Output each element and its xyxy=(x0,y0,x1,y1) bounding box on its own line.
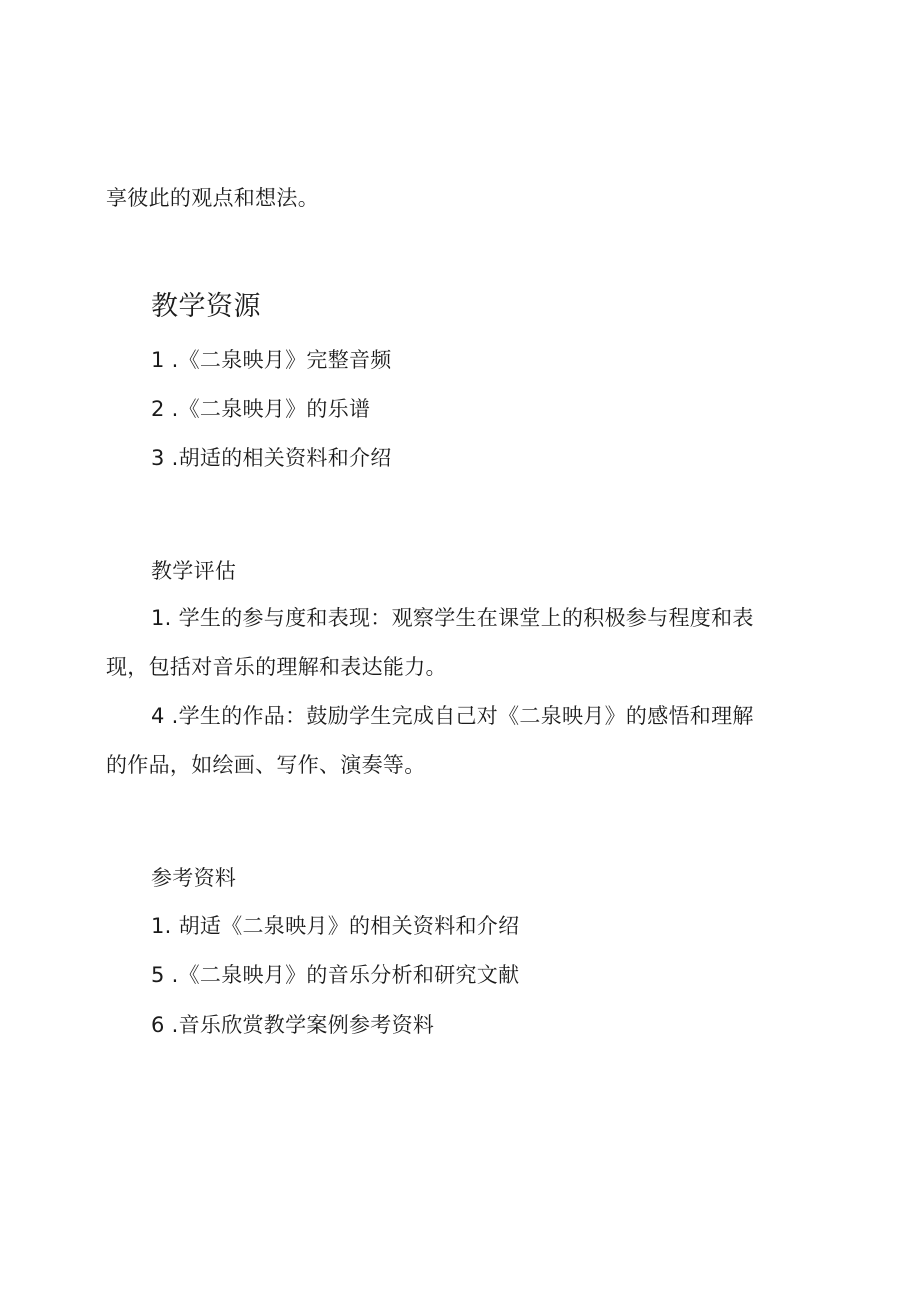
references-item: 5 .《二泉映月》的音乐分析和研究文献 xyxy=(151,963,520,987)
resources-heading: 教学资源 xyxy=(151,291,261,322)
resources-item: 1 .《二泉映月》完整音频 xyxy=(151,348,392,372)
evaluation-item-second-line: 的作品，如绘画、写作、演奏等。 xyxy=(106,753,426,777)
evaluation-heading: 教学评估 xyxy=(151,559,237,583)
evaluation-item-first-line: 4 .学生的作品：鼓励学生完成自己对《二泉映月》的感悟和理解 xyxy=(151,704,754,728)
resources-item: 2 .《二泉映月》的乐谱 xyxy=(151,397,371,421)
evaluation-item-first-line: 1. 学生的参与度和表现：观察学生在课堂上的积极参与程度和表 xyxy=(151,606,754,630)
resources-item: 3 .胡适的相关资料和介绍 xyxy=(151,446,392,470)
references-item: 6 .音乐欣赏教学案例参考资料 xyxy=(151,1013,435,1037)
evaluation-item-second-line: 现，包括对音乐的理解和表达能力。 xyxy=(106,655,447,679)
intro-continuation-text: 享彼此的观点和想法。 xyxy=(106,186,319,210)
references-item: 1. 胡适《二泉映月》的相关资料和介绍 xyxy=(151,914,520,938)
references-heading: 参考资料 xyxy=(151,866,237,890)
